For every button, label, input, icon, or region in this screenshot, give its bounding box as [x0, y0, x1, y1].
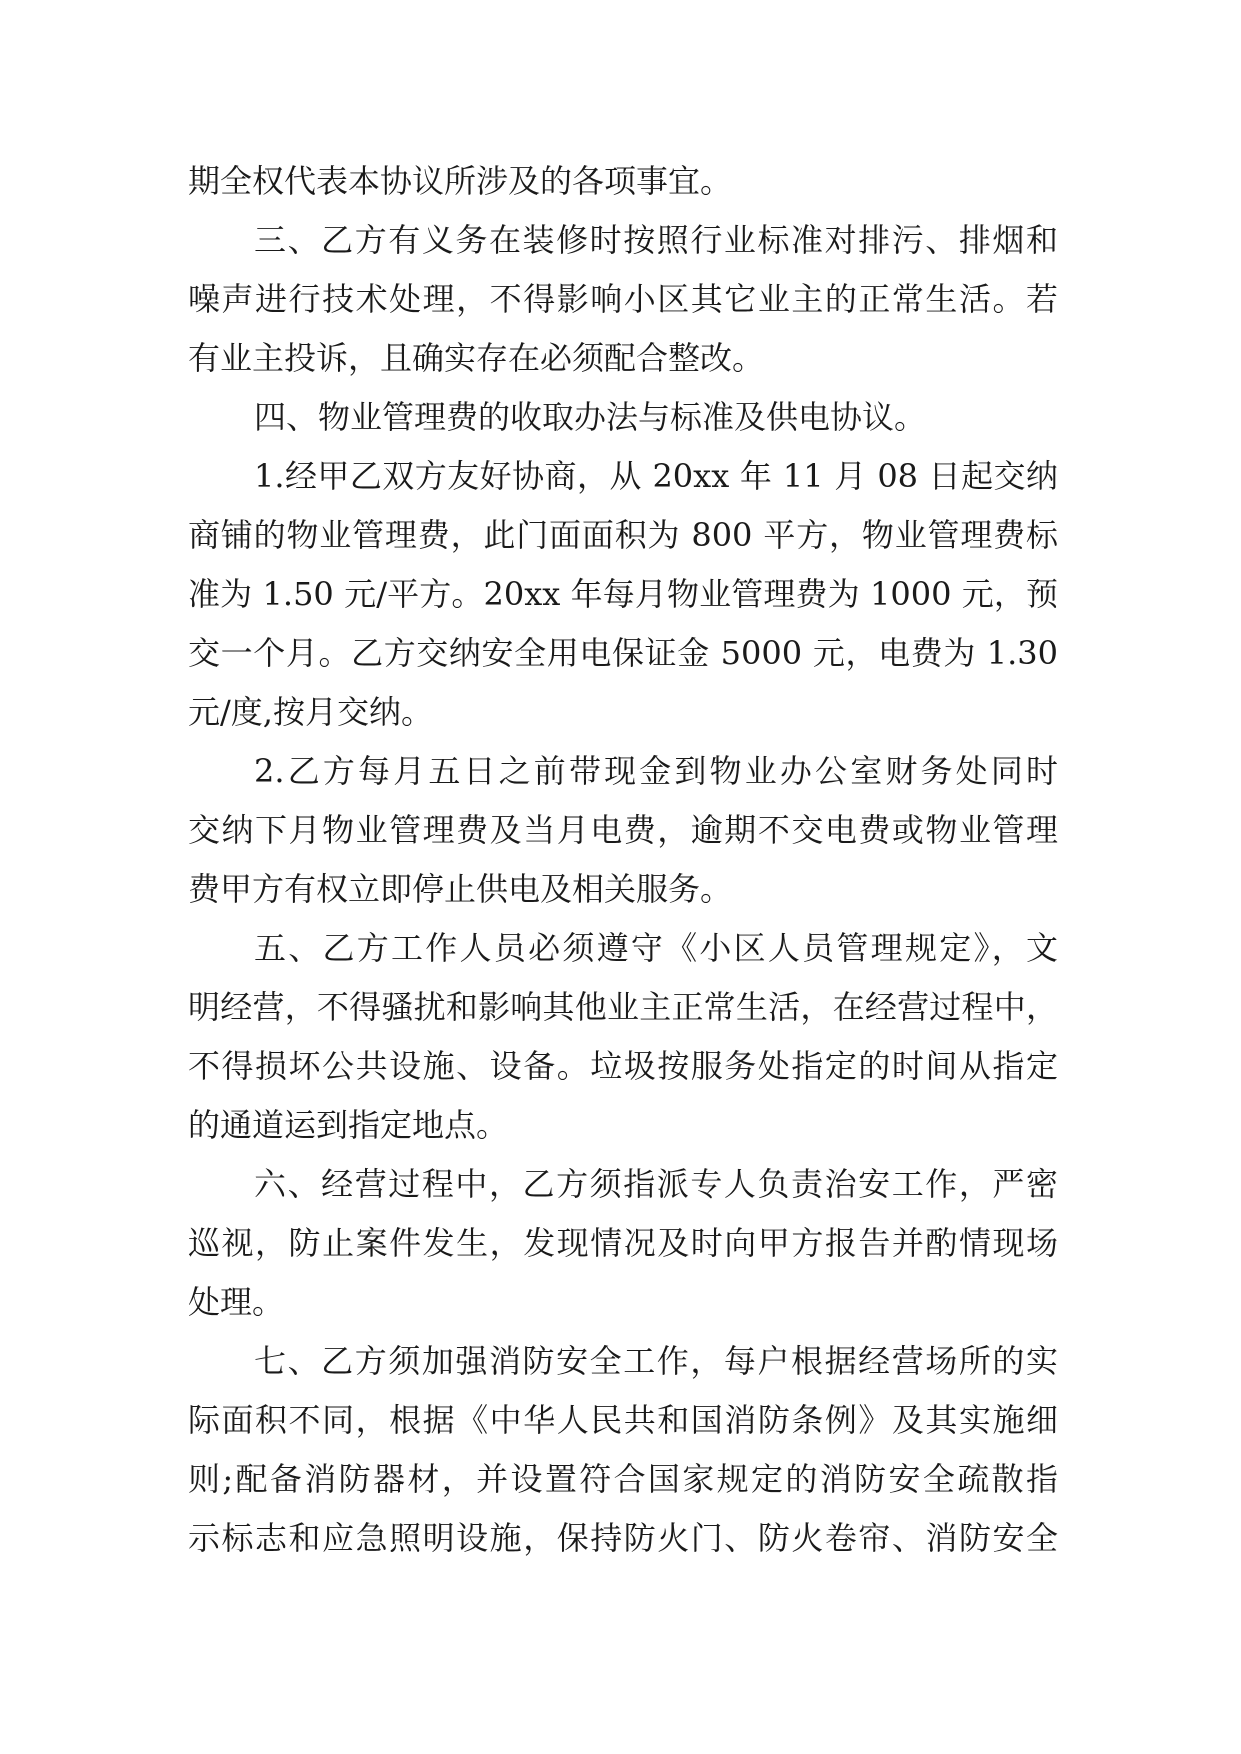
text-line: 元/度,按月交纳。 [188, 693, 433, 731]
text-line: 有业主投诉，且确实存在必须配合整改。 [188, 339, 765, 377]
text-line: 的通道运到指定地点。 [188, 1106, 509, 1144]
text-line: 四、物业管理费的收取办法与标准及供电协议。 [254, 398, 927, 436]
text-line: 不得损坏公共设施、设备。垃圾按服务处指定的时间从指定 [188, 1047, 1058, 1085]
text-line: 处理。 [188, 1283, 285, 1321]
text-line: 三、乙方有义务在装修时按照行业标准对排污、排烟和 [254, 221, 1058, 259]
text-line: 明经营，不得骚扰和影响其他业主正常生活，在经营过程中， [188, 988, 1058, 1026]
text-line: 费甲方有权立即停止供电及相关服务。 [188, 870, 733, 908]
text-line: 七、乙方须加强消防安全工作，每户根据经营场所的实 [254, 1342, 1058, 1380]
text-line: 期全权代表本协议所涉及的各项事宜。 [188, 162, 733, 200]
text-line: 交一个月。乙方交纳安全用电保证金 5000 元，电费为 1.30 [188, 634, 1058, 672]
text-line: 则;配备消防器材，并设置符合国家规定的消防安全疏散指 [188, 1460, 1058, 1498]
text-line: 六、经营过程中，乙方须指派专人负责治安工作，严密 [254, 1165, 1058, 1203]
text-line: 1.经甲乙双方友好协商，从 20xx 年 11 月 08 日起交纳 [254, 457, 1058, 495]
text-line: 际面积不同，根据《中华人民共和国消防条例》及其实施细 [188, 1401, 1058, 1439]
text-line: 商铺的物业管理费，此门面面积为 800 平方，物业管理费标 [188, 516, 1058, 554]
text-line: 五、乙方工作人员必须遵守《小区人员管理规定》，文 [254, 929, 1058, 967]
text-line: 巡视，防止案件发生，发现情况及时向甲方报告并酌情现场 [188, 1224, 1058, 1262]
text-line: 2.乙方每月五日之前带现金到物业办公室财务处同时 [254, 752, 1058, 790]
document-body [188, 152, 1058, 1568]
text-line: 示标志和应急照明设施，保持防火门、防火卷帘、消防安全 [188, 1519, 1058, 1557]
text-line: 准为 1.50 元/平方。20xx 年每月物业管理费为 1000 元，预 [188, 575, 1058, 613]
text-line: 噪声进行技术处理，不得影响小区其它业主的正常生活。若 [188, 280, 1058, 318]
text-line: 交纳下月物业管理费及当月电费，逾期不交电费或物业管理 [188, 811, 1058, 849]
